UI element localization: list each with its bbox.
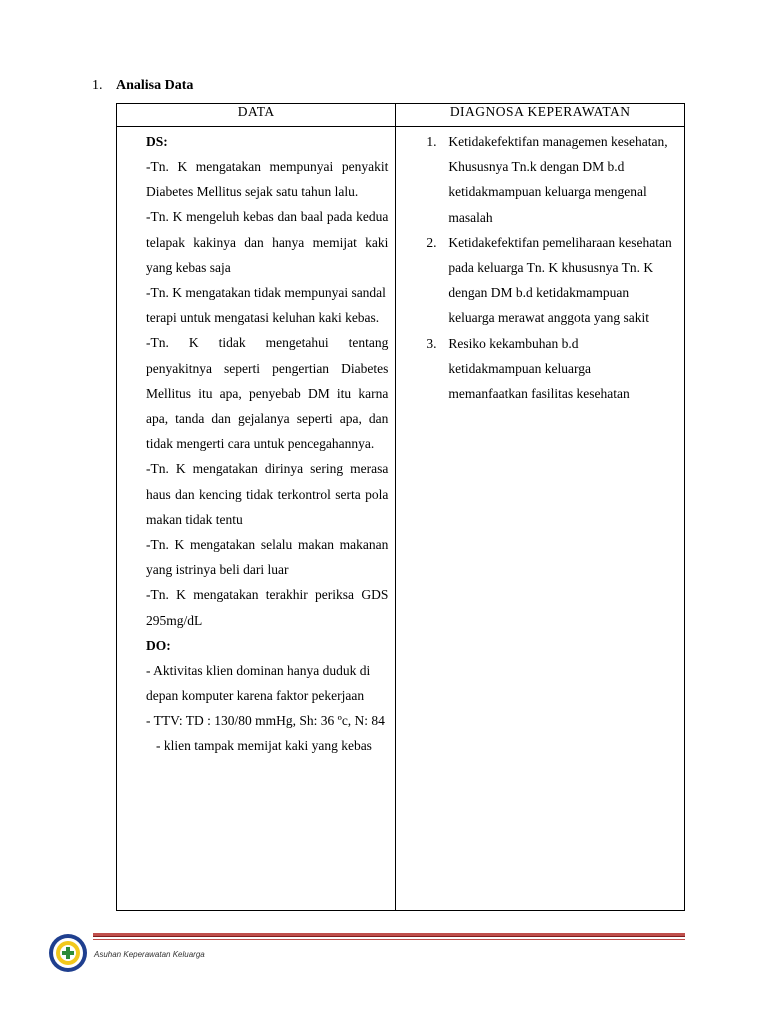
ds-item: -Tn. K mengatakan tidak mempunyai sandal terapi untuk mengatasi keluhan kaki kebas. — [146, 285, 386, 326]
diagnosis-number: 2. — [426, 234, 437, 250]
ds-item: -Tn. K mengeluh kebas dan baal pada kedua telapak kakinya dan hanya memijat kaki yang kebas saja — [146, 209, 389, 275]
diagnosis-list — [404, 129, 672, 406]
section-heading — [92, 78, 193, 94]
list-item — [404, 129, 672, 230]
ds-item: -Tn. K tidak mengetahui tentang penyakitnya seperti pengertian Diabetes Mellitus itu apa, penyebab DM itu karna apa, tanda dan gejalanya seperti apa, dan tidak mengerti cara untuk pencegahannya. — [146, 335, 389, 452]
header-data: DATA — [117, 104, 396, 127]
do-item: - TTV: TD : 130/80 mmHg, Sh: 36 ºc, N: 84 — [146, 713, 385, 729]
institution-logo-icon — [48, 933, 88, 973]
list-item — [404, 230, 672, 331]
table-header-row — [117, 104, 685, 127]
table-row — [117, 127, 685, 911]
footer-text: Asuhan Keperawatan Keluarga — [94, 950, 205, 959]
section-number: 1. — [92, 78, 103, 93]
diagnosis-text: Resiko kekambuhan b.d ketidakmampuan keluarga memanfaatkan fasilitas kesehatan — [448, 335, 630, 402]
ds-item: -Tn. K mengatakan dirinya sering merasa haus dan kencing tidak terkontrol serta pola makan tidak tentu — [146, 461, 389, 527]
diagnosis-number: 1. — [426, 134, 437, 149]
diagnosis-text: Ketidakefektifan pemeliharaan kesehatan pada keluarga Tn. K khususnya Tn. K dengan DM b.d ketidakmampuan keluarga merawat anggota yang sakit — [448, 234, 672, 326]
ds-item: -Tn. K mengatakan terakhir periksa GDS 295mg/dL — [146, 587, 389, 628]
list-item — [404, 331, 672, 407]
footer-divider — [93, 933, 685, 937]
footer-divider-thin — [93, 939, 685, 940]
ds-item: -Tn. K mengatakan selalu makan makanan yang istrinya beli dari luar — [146, 537, 389, 578]
ds-label: DS: — [146, 134, 168, 149]
data-cell — [117, 127, 396, 911]
diagnosis-number: 3. — [426, 335, 437, 351]
analysis-table — [116, 103, 685, 911]
do-label: DO: — [146, 637, 171, 653]
diagnosa-cell — [396, 127, 685, 911]
do-item: - klien tampak memijat kaki yang kebas — [156, 738, 372, 754]
ds-item: -Tn. K mengatakan mempunyai penyakit Diabetes Mellitus sejak satu tahun lalu. — [146, 159, 389, 200]
section-title: Analisa Data — [116, 78, 194, 93]
diagnosis-text: Ketidakefektifan managemen kesehatan, Khususnya Tn.k dengan DM b.d ketidakmampuan keluarga mengenal masalah — [448, 134, 668, 225]
header-diagnosa: DIAGNOSA KEPERAWATAN — [396, 104, 685, 127]
do-item: - Aktivitas klien dominan hanya duduk di depan komputer karena faktor pekerjaan — [146, 662, 371, 704]
